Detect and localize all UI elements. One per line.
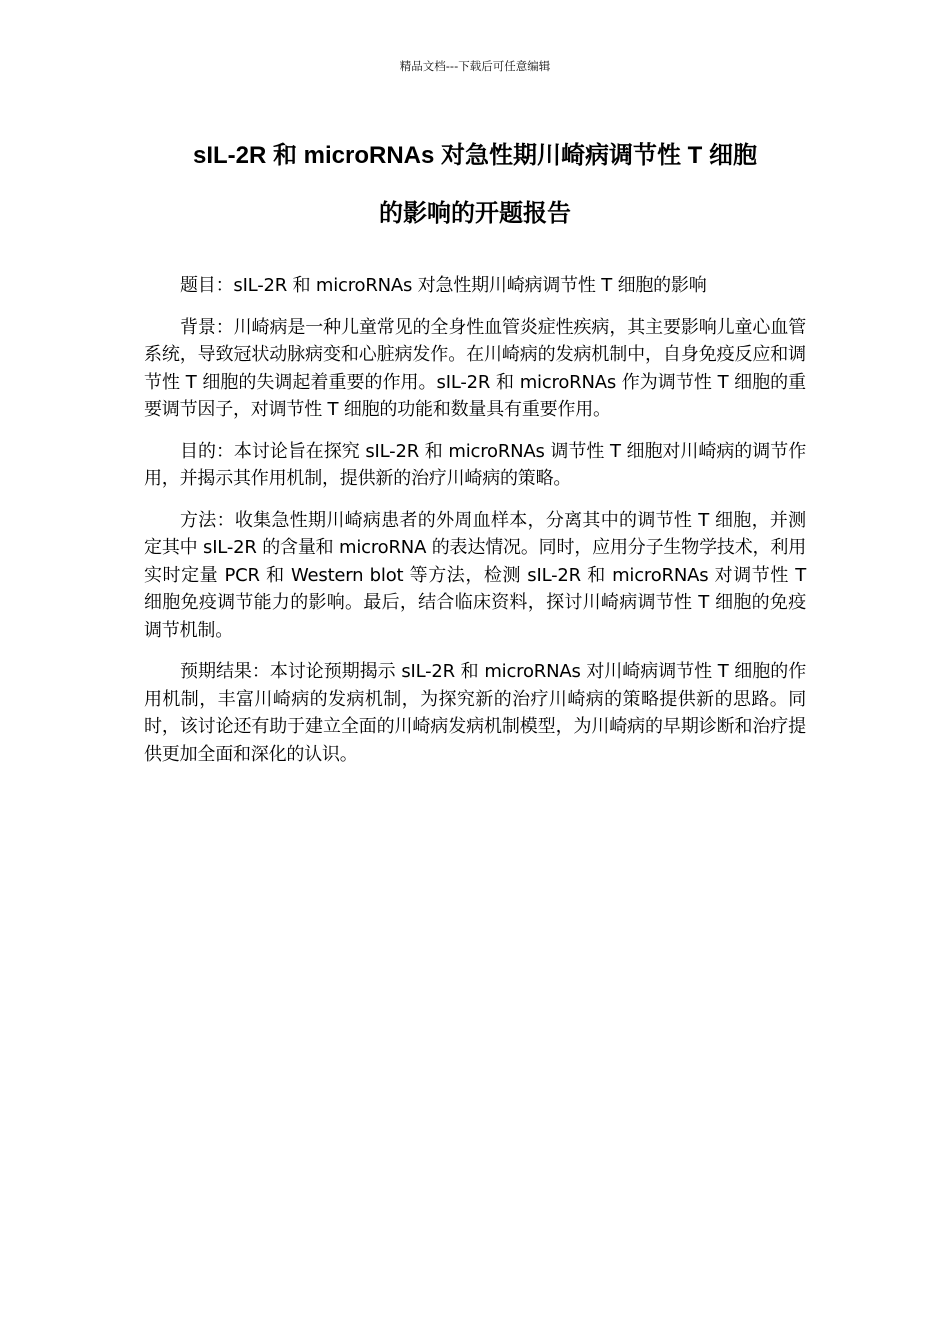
paragraph-methods: 方法：收集急性期川崎病患者的外周血样本，分离其中的调节性 T 细胞，并测定其中 sIL-2R 的含量和 microRNA 的表达情况。同时，应用分子生物学技术，利用实时定量 PCR 和 Western blot 等方法，检测 sIL-2R 和 microRNAs 对调节性 T 细胞免疫调节能力的影响。最后，结合临床资料，探讨川崎病调节性 T 细胞的免疫调节机制。 [144,509,806,641]
paragraph-purpose: 目的：本讨论旨在探究 sIL-2R 和 microRNAs 调节性 T 细胞对川崎病的调节作用，并揭示其作用机制，提供新的治疗川崎病的策略。 [144,440,806,489]
document-body [144,272,806,782]
document-title [100,127,850,243]
document-title-line-1: sIL-2R 和 microRNAs 对急性期川崎病调节性 T 细胞 [192,142,758,169]
paragraph-topic: 题目：sIL-2R 和 microRNAs 对急性期川崎病调节性 T 细胞的影响 [180,275,707,296]
page-header: 精品文档---下载后可任意编辑 [399,59,551,73]
paragraph-expected-results: 预期结果：本讨论预期揭示 sIL-2R 和 microRNAs 对川崎病调节性 T 细胞的作用机制，丰富川崎病的发病机制，为探究新的治疗川崎病的策略提供新的思路。同时，该讨论还有助于建立全面的川崎病发病机制模型，为川崎病的早期诊断和治疗提供更加全面和深化的认识。 [144,661,806,765]
document-title-line-2: 的影响的开题报告 [379,200,571,227]
paragraph-background: 背景：川崎病是一种儿童常见的全身性血管炎症性疾病，其主要影响儿童心血管系统，导致冠状动脉病变和心脏病发作。在川崎病的发病机制中，自身免疫反应和调节性 T 细胞的失调起着重要的作用。sIL-2R 和 microRNAs 作为调节性 T 细胞的重要调节因子，对调节性 T 细胞的功能和数量具有重要作用。 [144,316,806,420]
